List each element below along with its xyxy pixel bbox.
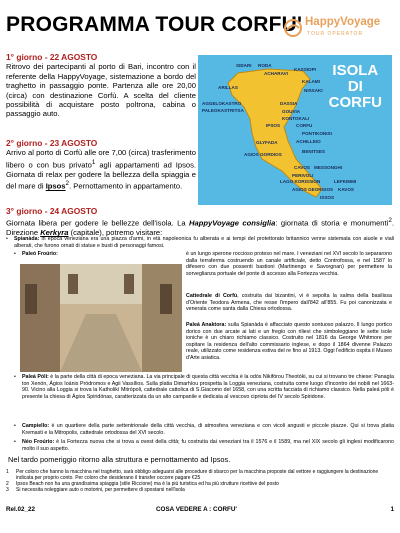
map-place: MESSONGHI: [314, 165, 343, 170]
map-place: AGIOS GORDIOS: [244, 152, 282, 157]
day1-text: Ritrovo dei partecipanti al porto di Bari, incontro con il referente della HappyVoyage, sistemazione a bordo del traghetto in passaggio ponte. Partenza alle ore 20,00 (circa) con destinazione Corfù. A scelta del cliente possibilità di acquistare posto poltrona, cabina o passaggio auto.: [6, 62, 196, 119]
footnote-ref: 2: [388, 217, 392, 225]
map-place: GOUVIA: [282, 109, 301, 114]
map-place: IPSOS: [266, 123, 281, 128]
day1-section: [6, 53, 196, 119]
day3-text-b: : giornata di storia e monumenti: [275, 218, 389, 228]
day2-text-c: . Pernottamento in appartamento.: [69, 181, 183, 191]
list-item-spianada: [14, 236, 394, 249]
map-place: ACHARAVI: [264, 71, 288, 76]
bullet-icon: •: [14, 423, 16, 429]
item-text: in epoca veneziana era una piazza d'armi, in età napoleonica fu alberata e ai tempi del protettorato britannico venne sistemata con aiuole e viali alberati, che furono ornati di statue e busti di personaggi famosi.: [14, 236, 394, 249]
footer-title: COSA VEDERE A : CORFU': [156, 506, 237, 513]
day3-text-c: . Direzione: [6, 218, 394, 238]
footnote-text: Ipsos Beach non ha una grandissima spiaggia (stile Riccione) ma è la più turistica ed ha più strutture ricettive del posto: [16, 481, 279, 488]
bullet-icon: •: [6, 236, 8, 242]
map-place: KAVOS: [338, 187, 354, 192]
item-name: Paleá Anaktora:: [186, 322, 227, 328]
footnote-number: 3: [6, 487, 9, 494]
footer-revision: Rel.02_22: [6, 506, 36, 513]
day2-section: [6, 139, 196, 191]
item-text: è la Fortezza nuova che si trova a ovest della città; fu costruita dai veneziani tra il 1576 e il 1589, ma nel XIX secolo gli inglesi modificarono molto il suo aspetto.: [22, 439, 394, 452]
item-name: Paleó Froúrio:: [22, 251, 58, 257]
anaktora-text: [186, 322, 392, 362]
map-title-line: ISOLA: [332, 62, 379, 79]
brand-advice: HappyVoyage consiglia: [189, 218, 276, 228]
day3-text-d: (capitale), potremo visitare:: [68, 228, 163, 238]
map-place: SIDARI: [236, 63, 252, 68]
ipsos-link: Ipsos: [45, 181, 66, 191]
footnote: [6, 487, 394, 493]
bullet-icon: •: [14, 439, 16, 445]
day2-heading: 2° giorno - 23 AGOSTO: [6, 138, 98, 148]
day2-text-b: agli appartamenti ad Ipsos. Giornata di relax per godere la bellezza della spiaggia e del mare di: [6, 160, 196, 191]
list-item-neo-frourio: [22, 439, 394, 452]
item-text: è un quartiere della parte settentrionale della città vecchia, di atmosfera veneziana e con vicoli angusti e piccole piazze. Qui si trova platia Kremasti e la Mitropolis, cattedrale ortodossa del XVI secolo.: [22, 423, 394, 436]
cattedrale-text: [186, 293, 392, 313]
map-place: AGGELOKASTRO: [202, 101, 242, 106]
corfu-map: [198, 55, 392, 205]
item-name: Cattedrale di Corfù: [186, 293, 238, 299]
map-place: LEFKIMMI: [334, 179, 357, 184]
map-place: ARILLAS: [218, 85, 238, 90]
map-title: [329, 63, 382, 111]
day2-text-a: Arrivo al porto di Corfù alle ore 7,00 (circa) trasferimento libero o con bus privato: [6, 148, 196, 170]
page-title: PROGRAMMA TOUR CORFU': [6, 13, 303, 36]
map-place: KONTOKALI: [282, 116, 310, 121]
item-name: Campiello:: [22, 423, 50, 429]
map-place: AGIOS GEORGIOS: [292, 187, 334, 192]
map-place: LAGO KORISSION: [280, 179, 321, 184]
map-place: KALAMI: [302, 79, 320, 84]
footer-page-number: 1: [390, 506, 394, 513]
map-place: CAVOS: [294, 165, 310, 170]
footnote-number: 2: [6, 481, 9, 488]
map-place: PERIVOLI: [292, 173, 314, 178]
footnote-ref: 1: [91, 158, 96, 166]
map-place: PALEOKASTRITSA: [202, 108, 244, 113]
map-place: CORFU: [296, 123, 313, 128]
map-place: RODA: [258, 63, 272, 68]
list-item-palea-poli: [22, 374, 394, 400]
footnote-ref: 2: [65, 180, 70, 188]
afternoon-text: Nel tardo pomeriggio ritorno alla struttura e pernottamento ad Ipsos.: [8, 455, 231, 464]
day3-heading: 3° giorno - 24 AGOSTO: [6, 206, 98, 216]
street-photo: [20, 264, 182, 372]
map-place: ISSOS: [320, 195, 335, 200]
footnote: [6, 469, 394, 481]
item-name: Spianàda:: [14, 236, 40, 242]
footnote-number: 1: [6, 469, 9, 475]
footnotes: [6, 469, 394, 493]
map-place: DASSIA: [280, 101, 298, 106]
day3-text: [6, 216, 394, 237]
item-text: , costruita dai bizantini, vi è sepolta la salma della basilissa d'Oriente Teodora Armena, che resse l'impero dall'842 all'855. Fu poi canonizzata e venerata come santa dalla Chiesa ortodossa.: [186, 293, 392, 313]
day2-text: [6, 148, 196, 191]
item-name: Néo Froúrio:: [22, 439, 55, 445]
map-place: KASSIOPI: [294, 67, 316, 72]
item-text: sulla Spianàda è affacciato questo sontuoso palazzo. Il lungo portico dorico con due arcate ai lati e un fregio con rilievi che simboleggiano le sette isole ioniche è un chiaro richiamo classico. Costruito nel 1816 da George Whitmore per ospitare la residenza dell'alto commissario inglese, e dopo il 1864 divenne Palazzo reale, utilizzato come residenza estiva del re fino al 1913. Oggi l'edificio ospita il Museo d'Arte asiatica.: [186, 322, 393, 361]
day3-text-a: Giornata libera per godere le bellezze dell'isola. La: [6, 218, 190, 228]
bullet-icon: •: [14, 374, 16, 380]
footnote-text: Per coloro che hanno la macchina nel traghetto, sarà obbligo adeguarsi alle procedure di sbarco per la macchina proposte dal vettore e raggiungere la destinazione indicata per proprio conto. Per coloro che desiderano il transfer occorre pagare €25: [16, 469, 379, 482]
map-place: ACHILLEIO: [296, 139, 321, 144]
item-text: è la parte della città di epoca veneziana. La via principale di questa città vecchia è la odós Nikifórou Theotóki, su cui si trovano tre chiese: Panagía ton Xenón, Ágios Ioánis Pródromos e Agii Vassílios. Sulla platia Dimarhíou prospetta la Loggia veneziana, costruita come luogo d'incontro dei nobili nel 1663-90. Vicino alla Loggia si trova la Katholikí Mitrópoli, cattedrale cattolica di S.Giacomo del 1658, con una scritta facciata di richiamo classico. Nella paleá póli è presente la chiesa di Ágios Spiridónas, caratterizzata da un alto campanile e dedicata al vescovo cipriota del IV secolo Spiridone.: [22, 374, 394, 400]
map-place: GLYFADA: [256, 140, 278, 145]
logo-subtitle: TOUR OPERATOR: [307, 31, 364, 37]
logo-sun-icon: [281, 15, 305, 41]
map-title-line: DI: [347, 78, 363, 95]
map-place: NISSAKI: [304, 88, 323, 93]
item-name: Paleá Póli:: [22, 374, 49, 380]
logo: [281, 14, 395, 42]
day1-heading: 1° giorno - 22 AGOSTO: [6, 52, 98, 62]
paleo-frourio-text: è un lungo sperone roccioso proteso nel mare. I veneziani nel XVI secolo lo separarono dalla terraferma costruendo un canale artificiale, detto Controfossa, e nel 1587 lo difesero con due possenti bastioni (Martinengo e Savorgnan) per permettere la sorveglianza portuale del ponte di accesso alla Fortezza vecchia.: [186, 251, 392, 277]
logo-name: HappyVoyage: [305, 16, 381, 28]
map-place: PONTIKONISI: [302, 131, 332, 136]
kerkyra-link: Kerkyra: [40, 228, 69, 238]
map-place: BENITSES: [302, 149, 325, 154]
street-photo-image: [20, 264, 182, 372]
list-item-campiello: [22, 423, 394, 436]
day3-section: [6, 207, 394, 238]
bullet-icon: •: [14, 251, 16, 257]
footnote-text: Si necessita noleggiare auto o motorini, per permettere di spostarsi nell'isola: [16, 487, 185, 494]
map-title-line: CORFU: [328, 94, 382, 111]
